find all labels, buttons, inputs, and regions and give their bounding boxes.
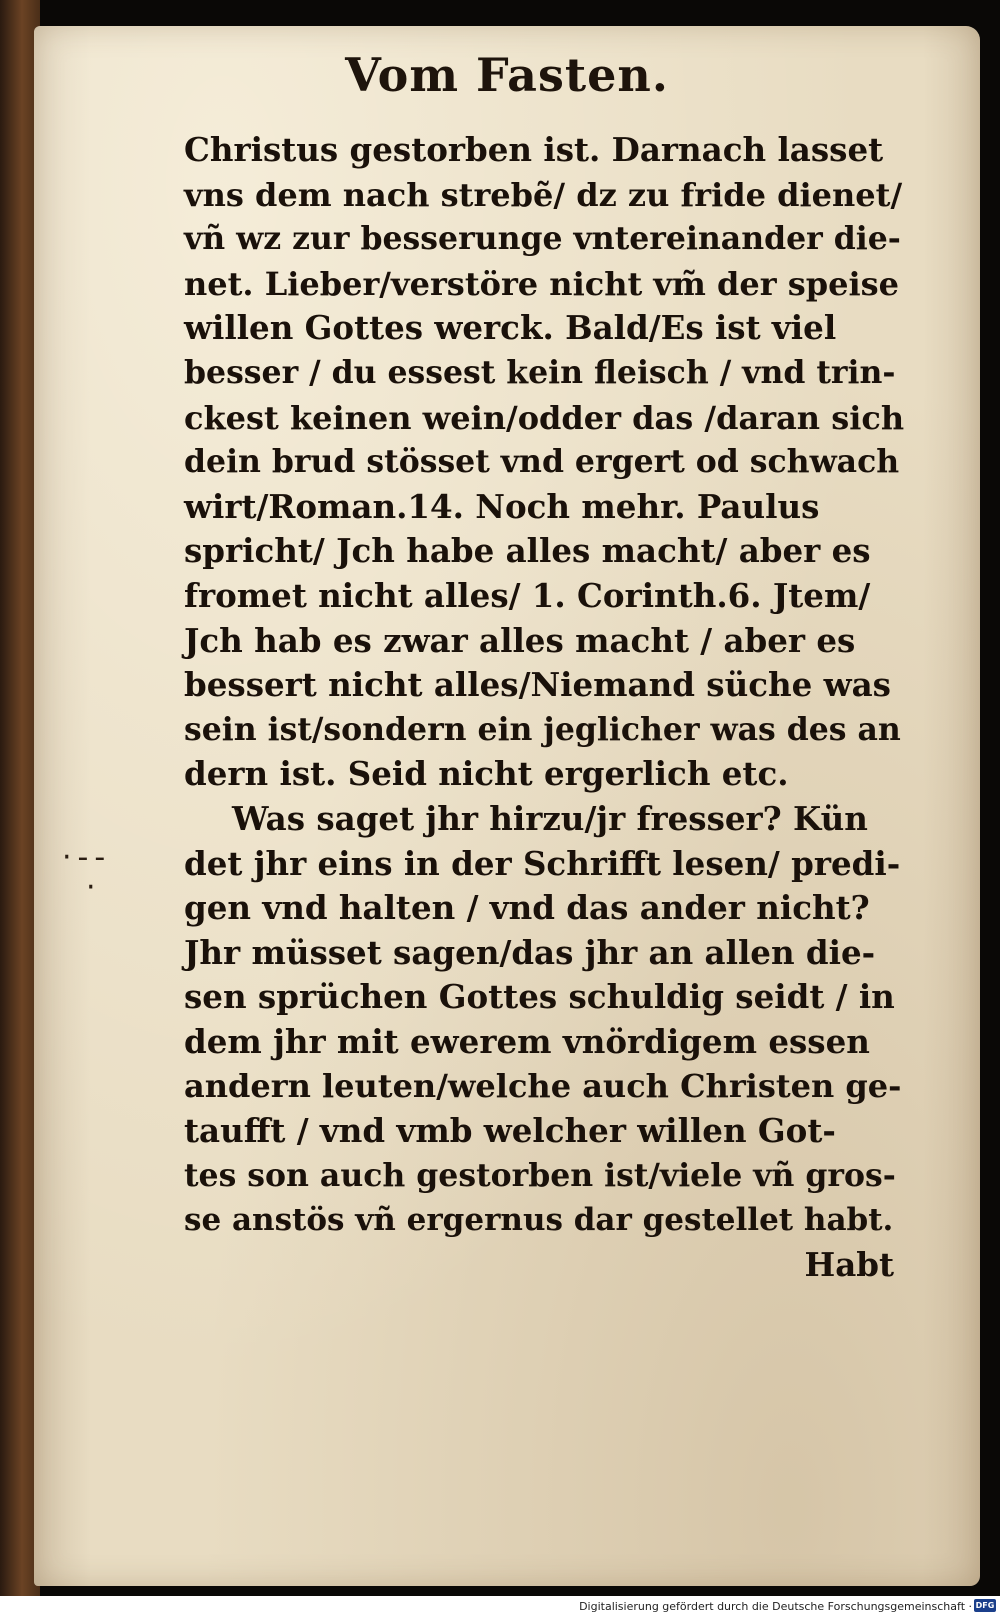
text-line-15: dern ist. Seid nicht ergerlich etc.	[184, 754, 789, 794]
text-line-4: net. Lieber/verstöre nicht vm̃ der speise	[184, 264, 899, 303]
text-line-10: spricht/ Jch habe alles macht/ aber es	[184, 531, 871, 571]
text-line-1: Christus gestorben ist. Darnach lasset	[184, 130, 884, 169]
text-line-16: Was saget jhr hirzu/jr fresser? Kün	[232, 798, 868, 838]
dfg-logo-icon: DFG	[975, 1601, 995, 1610]
text-line-5: willen Gottes werck. Bald/Es ist viel	[184, 308, 837, 348]
digitization-credit: Digitalisierung gefördert durch die Deutsche Forschungsgemeinschaft ·	[579, 1600, 972, 1613]
text-line-19: Jhr müsset sagen/das jhr an allen die-	[184, 932, 876, 972]
text-line-6: besser / du essest kein fleisch / vnd trin-	[184, 353, 896, 391]
margin-mark-dot: ·	[86, 870, 96, 905]
text-line-12: Jch hab es zwar alles macht / aber es	[184, 620, 856, 660]
text-line-2: vns dem nach strebẽ/ dz zu fride dienet/	[184, 175, 903, 214]
text-line-11: fromet nicht alles/ 1. Corinth.6. Jtem/	[184, 575, 871, 615]
text-line-8: dein brud stösset vnd ergert od schwach	[184, 443, 900, 481]
running-head: Vom Fasten.	[345, 48, 669, 102]
text-line-9: wirt/Roman.14. Noch mehr. Paulus	[184, 486, 820, 526]
text-line-17: det jhr eins in der Schrifft lesen/ predi-	[184, 843, 901, 883]
margin-mark-dots: ·‑‑	[62, 840, 112, 875]
text-line-3: vñ wz zur besserunge vntereinander die-	[184, 220, 901, 258]
text-line-13: bessert nicht alles/Niemand süche was	[184, 665, 891, 705]
book-page	[34, 26, 980, 1586]
text-line-24: tes son auch gestorben ist/viele vñ gros-	[184, 1156, 896, 1194]
text-line-18: gen vnd halten / vnd das ander nicht?	[184, 888, 870, 928]
text-line-25: se anstös vñ ergernus dar gestellet habt.	[184, 1202, 894, 1239]
text-line-23: taufft / vnd vmb welcher willen Got-	[184, 1111, 836, 1151]
text-line-20: sen sprüchen Gottes schuldig seidt / in	[184, 977, 895, 1017]
body-text	[184, 128, 904, 1287]
catchword: Habt	[804, 1244, 894, 1284]
text-line-7: ckest keinen wein/odder das /daran sich	[184, 398, 905, 437]
text-line-21: dem jhr mit ewerem vnördigem essen	[184, 1021, 870, 1061]
text-line-14: sein ist/sondern ein jeglicher was des an	[184, 710, 901, 748]
text-line-22: andern leuten/welche auch Christen ge-	[184, 1067, 902, 1106]
